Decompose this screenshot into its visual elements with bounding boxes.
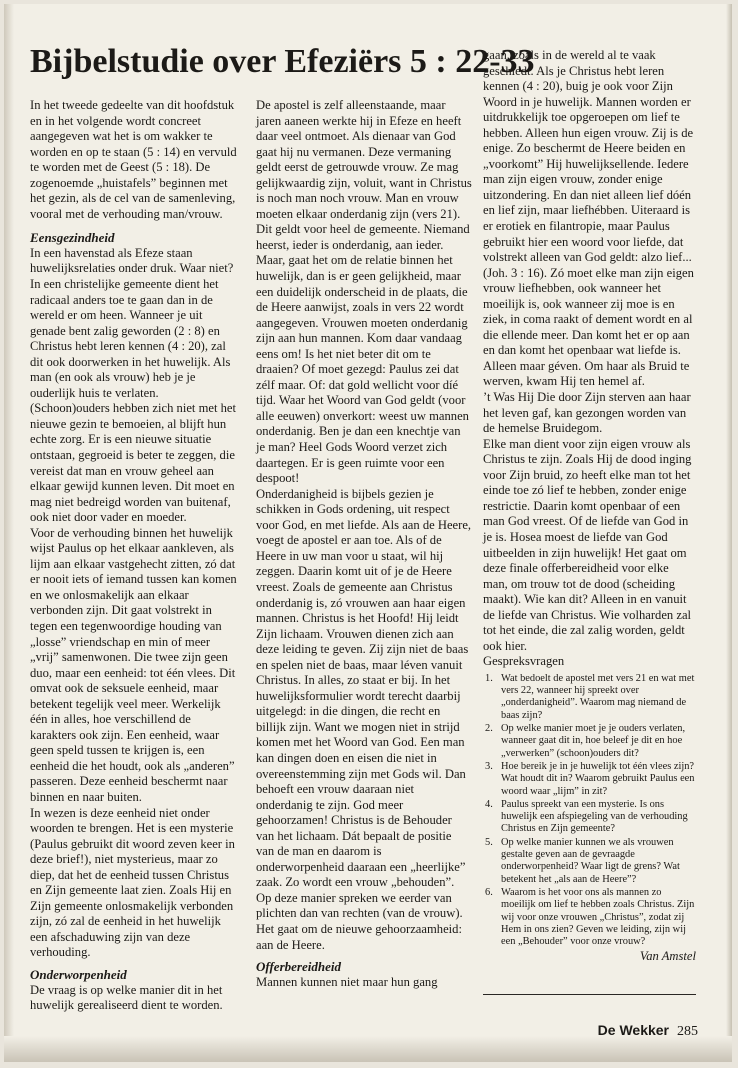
question-item: 5. Op welke manier kunnen we als vrouwen gestalte geven aan de gevraagde onderworpenheid? Waar ligt de grens? Wat betekent het „als aan de Heere”? [485, 836, 680, 885]
question-item: 6. Waarom is het voor ons als mannen zo moeilijk om lief te hebben zoals Christus. Zijn wij voor onze vrouwen „Christus”, zodat zij Hem in ons zien? Geven we leiding, zijn wij een „Behouder” voor onze vrouw? [485, 886, 695, 948]
page-shadow-left [4, 4, 14, 1062]
author-signature: Van Amstel [639, 949, 696, 964]
paragraph: Onderdanigheid is bijbels gezien je schikken in Gods ordening, uit respect voor God, en met liefde. Als aan de Heere, voegt de apostel er aan toe. Als of de Heere in uw man voor u staat, wil hij zeggen. Daarin komt uit of je de Heere vreest. Zoals de gemeente aan Christus onderdanig is, zó vrouwen aan haar eigen mannen. Christus is het Hoofd! Hij leidt Zijn lichaam. Vrouwen dienen zich aan deze leiding te geven. Zij zijn niet de baas en spelen niet de baas, maar léven vanuit Christus. In alles, zo staat er bij. In het huwelijksformulier wordt terecht daarbij uitgelegd: in die dingen, die recht en billijk zijn. Want we mogen niet in strijd komen met het Woord van God. Een man kan dingen doen en eisen die niet in overeenstemming zijn met Gods wil. Dan behoeft een vrouw daaraan niet onderdanig te zijn. God meer gehoorzamen! Christus is de Behouder van het lichaam. Dát bepaalt de positie van de man en daarom is onderworpenheid daaraan een „heerlijke” zaak. Zo wordt een vrouw „behouden”. Op deze manier spreken we eerder van plichten dan van rechten (van de vrouw). Het gaat om de nieuwe gehoorzaamheid: aan de Heere. [256, 486, 472, 952]
page-number: 285 [677, 1024, 698, 1039]
question-item: 3. Hoe bereik je in je huwelijk tot één vlees zijn? Wat houdt dit in? Waarom gebruikt Paulus een woord waar „lijm” in zit? [485, 760, 695, 797]
page-shadow-right [726, 4, 732, 1062]
paragraph: ’t Was Hij Die door Zijn sterven aan haar het leven gaf, kan gezongen worden van de hemelse Bruidegom. [483, 390, 691, 436]
intro-paragraph: In het tweede gedeelte van dit hoofdstuk en in het volgende wordt concreet aangegeven wat het is om wakker te worden en op te staan (5 : 14) en vervuld te worden met de Geest (5 : 18). De zogenoemde „huistafels” beginnen met het gezin, als de cel van de samenleving, vooral met de verhouding man/vrouw. [30, 98, 237, 221]
section-heading-onderworpenheid: Onderworpenheid [30, 967, 127, 983]
paragraph: Mannen kunnen niet maar hun gang [256, 974, 438, 989]
paragraph: Elke man dient voor zijn eigen vrouw als Christus te zijn. Zoals Hij de dood inging voor Zijn bruid, zo heeft elke man tot het einde toe zó lief te hebben, zonder enige restrictie. Daarin komt openbaar of een man God vreest. Of de liefde van God in je is. Hosea moest de liefde van God uitbeelden in zijn huwelijk! Het gaat om deze finale offerbereidheid voor elke man, om trouw tot de dood (scheiding maakt). Wie kan dit? Alleen in en vanuit de liefde van Christus. Wie volharden zal tot het einde, die zal zalig worden, geldt ook hier. [483, 436, 692, 653]
article-title: Bijbelstudie over Efeziërs 5 : 22-33 [30, 43, 535, 80]
paragraph: Voor de verhouding binnen het huwelijk wijst Paulus op het elkaar aankleven, als lijm aan elkaar vastgehecht zitten, zó dat er nooit iets of iemand tussen kan komen en we onlosmakelijk aan elkaar verbonden zijn. Dit gaat volstrekt in tegen een tegenwoordige houding van „losse” vriendschap en min of meer „vrij” samenwonen. Die twee zijn geen duo, maar een eenheid: tot één vlees. Dit omvat ook de seksuele eenheid, maar betekent tegelijk veel meer. Werkelijk één in alles, hoe verschillend de karakters ook zijn. Een eenheid, waar geen speld tussen te krijgen is, een eenheid die het houdt, ook als „anderen” passeren. Deze eenheid beschermt naar binnen en naar buiten. [30, 525, 237, 805]
discussion-questions-list [483, 673, 696, 949]
paragraph: In een havenstad als Efeze staan huwelijksrelaties onder druk. Waar niet? In een christelijke gemeente dient het radicaal anders toe te gaan dan in de wereld er om heen. Wanneer je uit genade bent zalig geworden (2 : 8) en Christus hebt leren kennen (4 : 20), zal dit ook doorwerken in het huwelijk. Als man (en ook als vrouw) heb je je ouderlijk huis te verlaten. (Schoon)ouders hebben zich niet met het nieuwe gezin te bemoeien, al blijft hun echte zorg. Er is een nieuwe situatie ontstaan, gegroeid is beter te zeggen, die vereist dat man en vrouw geheel aan elkaar gewijd kunnen leven. Dit moet en mag niet bedreigd worden van buitenaf, ook niet door vader en moeder. [30, 245, 236, 525]
section-heading-eensgezindheid: Eensgezindheid [30, 230, 115, 246]
column-2 [256, 98, 472, 990]
paragraph: In wezen is deze eenheid niet onder woorden te brengen. Het is een mysterie (Paulus gebruikt dit woord zeven keer in deze brief!), niet mysterieus, maar zo diep, dat het de eenheid tussen Christus en Zijn gemeente laat zien. Zoals Hij en Zijn gemeente onlosmakelijk verbonden zijn, zó zal de eenheid in het huwelijk een afschaduwing zijn van deze verhouding. [30, 805, 235, 960]
question-item: 2. Op welke manier moet je je ouders verlaten, wanneer gaat dit in, hoe beleef je dit en hoe „verwerken” (schoon)ouders dit? [485, 723, 686, 759]
magazine-name: De Wekker [597, 1022, 669, 1038]
column-3 [483, 48, 696, 965]
paragraph: De apostel is zelf alleenstaande, maar jaren aaneen werkte hij in Efeze en heeft daar veel ontmoet. Als dienaar van God gaat hij nu vermanen. Deze vermaning geldt eerst de getrouwde vrouw. Ze mag gelijkwaardig zijn, voluit, want in Christus is noch man noch vrouw. Man en vrouw moeten elkaar onderdanig zijn (vers 21). Dit geldt voor heel de gemeente. Niemand heerst, ieder is onderdanig, aan ieder. Maar, gaat het om de relatie binnen het huwelijk, dan is er geen gelijkheid, maar een duidelijk onderscheid in de plaats, die de Heere aanwijst, zoals in vers 22 wordt aangegeven. Vrouwen moeten onderdanig zijn aan hun mannen. Kom daar vandaag eens om! Is het niet beter dit om te draaien? Of moet gezegd: Paulus zei dat zélf maar. Of: dat gold wellicht voor díé tijd. Waar het Woord van God geldt (voor alle eeuwen) onverkort: weest uw mannen onderdanig. Ben je dan een knechtje van je man? Heel Gods Woord verzet zich daartegen. Er is geen ruimte voor een despoot! [256, 98, 472, 486]
paragraph: gaan, zoals in de wereld al te vaak geschiedt. Als je Christus hebt leren kennen (4 : 20), buig je ook voor Zijn Woord in je huwelijk. Mannen worden er uitdrukkelijk toe opgeroepen om lief te hebben. Alleen hun eigen vrouw. Zij is de enige. Zo beschermt de Heere beiden en „voorkomt” Hij huwelijksellende. Iedere man zijn eigen vrouw, zonder enige uitzondering. En dan niet alleen lief dóén en lief zijn, maar liefhébben. Uiteraard is er erotiek en filantropie, maar Paulus gebruikt hier een woord voor liefde, dat volstrekt alleen van God geldt: alzo lief... (Joh. 3 : 16). Zó moet elke man zijn eigen vrouw liefhebben, ook wanneer het moeilijk is, ook wanneer zij moe is en ziek, in coma raakt of dement wordt en al die ellende meer. Dan komt het er op aan en dan komt het openbaar wat liefde is. Alleen maar géven. Om haar als Bruid te werven, kwam Hij ten hemel af. [483, 48, 694, 389]
paragraph: De vraag is op welke manier dit in het huwelijk gerealiseerd dient te worden. [30, 982, 223, 1013]
discussion-questions-title: Gespreksvragen [483, 654, 565, 669]
footer-divider [483, 994, 696, 995]
page-footer [598, 1022, 698, 1040]
column-1 [30, 98, 240, 1014]
question-item: 4. Paulus spreekt van een mysterie. Is ons huwelijk een afspiegeling van de verhouding Christus en Zijn gemeente? [485, 798, 688, 835]
question-item: 1. Wat bedoelt de apostel met vers 21 en wat met vers 22, wanneer hij spreekt over „onderdanigheid”. Waarom mag niemand de baas zijn? [485, 672, 695, 721]
section-heading-offerbereidheid: Offerbereidheid [256, 959, 341, 975]
